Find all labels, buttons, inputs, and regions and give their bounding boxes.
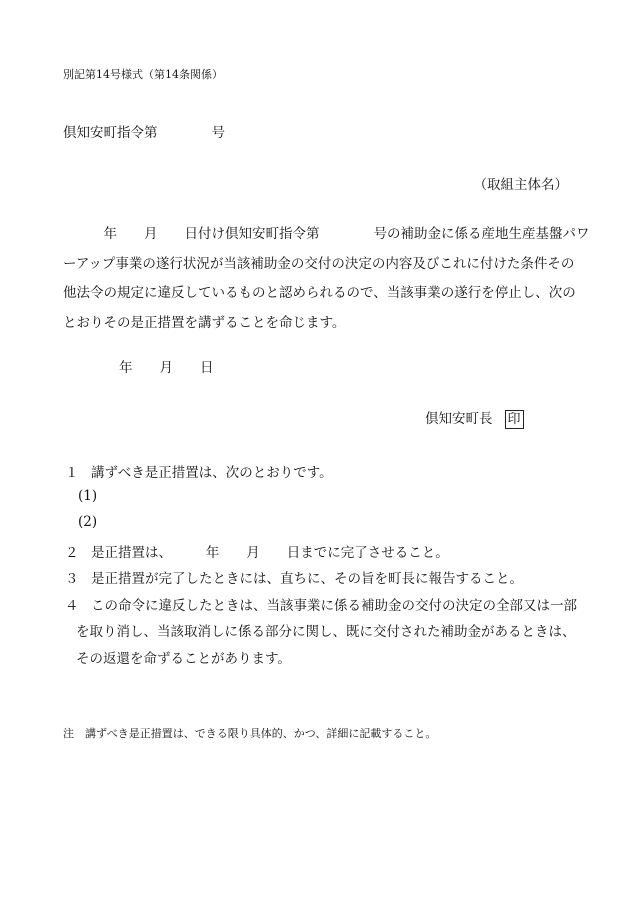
order-number: 倶知安町指令第 号: [63, 125, 225, 141]
issuer-block: [425, 407, 524, 429]
body-paragraph: [63, 220, 590, 338]
list-item-2: [65, 541, 449, 561]
item-number: ２: [65, 545, 79, 561]
body-line: とおりその是正措置を講ずることを命じます。: [63, 314, 346, 331]
list-item-1: [65, 461, 333, 481]
footnote: 注 講ずべき是正措置は、できる限り具体的、かつ、詳細に記載すること。: [63, 727, 437, 740]
form-label: 別記第14号様式（第14条関係）: [63, 68, 223, 81]
body-line: 他法令の規定に違反しているものと認められるので、当該事業の遂行を停止し、次の: [63, 285, 576, 301]
list-item-4-continuation: その返還を命ずることがあります。: [76, 651, 291, 667]
item-number: (2): [78, 514, 98, 530]
item-text: この命令に違反したときは、当該事業に係る補助金の交付の決定の全部又は一部: [91, 598, 577, 614]
list-item-4: [65, 594, 577, 614]
item-text: 是正措置が完了したときには、直ちに、その旨を町長に報告すること。: [91, 571, 523, 587]
body-line: ーアップ事業の遂行状況が当該補助金の交付の決定の内容及びこれに付けた条件その: [63, 255, 575, 272]
recipient-name: （取組主体名）: [473, 177, 568, 193]
date-line: 年 月 日: [119, 360, 214, 376]
item-number: １: [65, 465, 79, 481]
item-number: ３: [65, 571, 79, 587]
list-item-3: [65, 567, 523, 587]
seal-mark: 印: [505, 410, 524, 429]
list-item-4-continuation: を取り消し、当該取消しに係る部分に関し、既に交付された補助金があるときは、: [76, 624, 576, 640]
issuer-name: 倶知安町長: [425, 411, 493, 427]
item-text: 講ずべき是正措置は、次のとおりです。: [91, 465, 333, 481]
list-item-1-sub-1: [78, 488, 97, 504]
item-text: 是正措置は、 年 月 日までに完了させること。: [91, 545, 449, 561]
list-item-1-sub-2: [78, 514, 97, 530]
item-number: (1): [78, 488, 98, 504]
item-number: ４: [65, 598, 79, 614]
body-line: 年 月 日付け倶知安町指令第 号の補助金に係る産地生産基盤パワ: [63, 226, 590, 242]
